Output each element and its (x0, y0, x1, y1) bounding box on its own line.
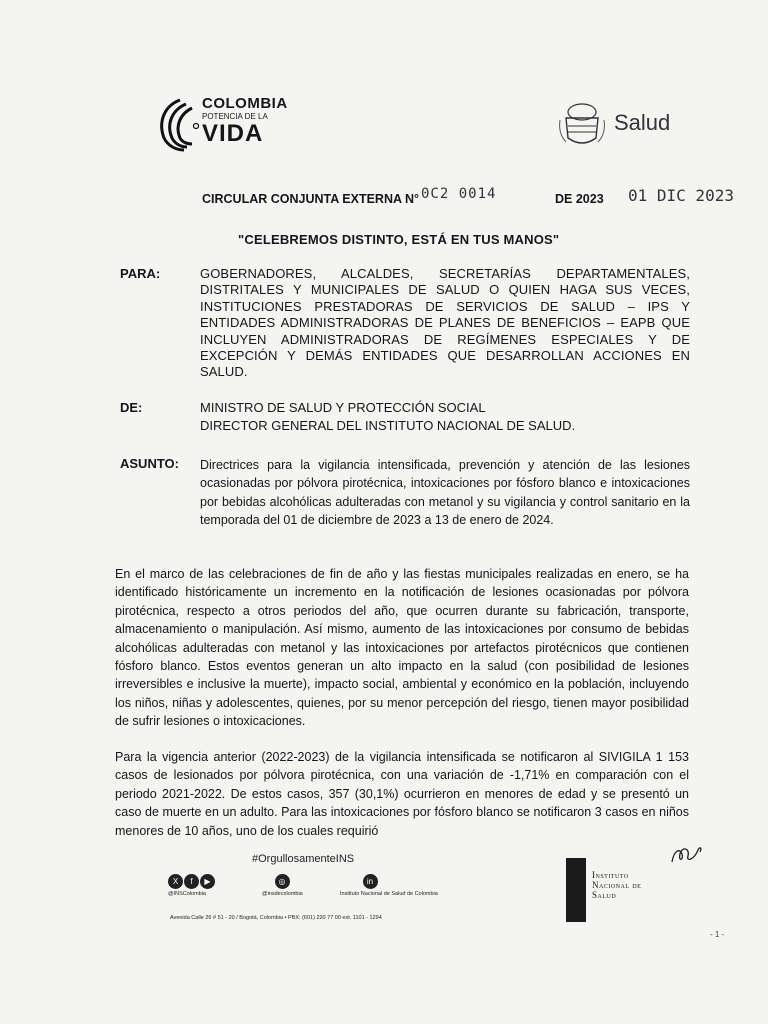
footer-address: Avenida Calle 26 # 51 - 20 / Bogotá, Colombia • PBX: (601) 220 77 00 ext. 1101 - 1294 (170, 915, 382, 921)
circular-title: CIRCULAR CONJUNTA EXTERNA N° (202, 192, 420, 206)
body-paragraph-1: En el marco de las celebraciones de fin de año y las fiestas municipales realizadas en enero, se ha identificado históricamente un incremento en la notificación de lesiones ocasionadas por pólvora pirotécnica, respecto a otros periodos del año, que ocurren durante su fabricación, transporte, almacenamiento o manipulación. Así mismo, aumento de las intoxicaciones por consumo de bebidas alcohólicas adulteradas con metanol y las intoxicaciones por artefactos pirotécnicos que contienen fósforo blanco. Estos eventos generan un alto impacto en la salud (con posibilidad de lesiones irreversibles e inclusive la muerte), impacto social, ambiental y económico en la población, incluyendo los niños, niñas y adolescentes, quienes, por su menor percepción del riesgo, tienen mayor posibilidad de sufrir lesiones o intoxicaciones. (115, 567, 689, 729)
social-handle-2: @insdecolombia (262, 891, 303, 897)
ins-name (592, 870, 641, 900)
footer-hashtag: #OrgullosamenteINS (252, 853, 355, 865)
de-label: DE: (120, 400, 143, 415)
page-number: - 1 - (710, 930, 725, 939)
de-sender-1: MINISTRO DE SALUD Y PROTECCIÓN SOCIAL (200, 400, 486, 415)
social-handle-3: Instituto Nacional de Salud de Colombia (340, 891, 438, 897)
social-group-twitter (168, 874, 228, 896)
ministry-name: Salud (614, 110, 671, 135)
body-paragraph-2: Para la vigencia anterior (2022-2023) de la vigilancia intensificada se notificaron al SIVIGILA 1 153 casos de lesionados por pólvora pirotécnica, con una variación de -1,71% en comparación con el periodo 2021-2022. De estos casos, 357 (30,1%) ocurrieron en menores de edad y se presentó un caso de muerte en un adulto. Para las intoxicaciones por fósforo blanco se notificaron 3 casos en niños menores de 10 años, uno de los cuales requirió (115, 750, 689, 838)
x-icon: X (168, 874, 183, 889)
ins-line-2: Nacional de (592, 880, 642, 890)
asunto-label: ASUNTO: (120, 456, 179, 471)
youtube-icon: ▶ (200, 874, 215, 889)
circular-date-stamp: 01 DIC 2023 (628, 186, 734, 205)
logo-line-potencia: POTENCIA DE LA (202, 112, 268, 121)
facebook-icon: f (184, 874, 199, 889)
logo-line-colombia: COLOMBIA (202, 95, 288, 112)
slogan: "CELEBREMOS DISTINTO, ESTÁ EN TUS MANOS" (238, 232, 560, 247)
circular-number: 0C2 0014 (421, 186, 497, 202)
linkedin-icon: in (363, 874, 378, 889)
instagram-icon: ◎ (275, 874, 290, 889)
logo-text (202, 96, 288, 146)
social-handle-1: @INSColombia (168, 891, 206, 897)
para-recipients: GOBERNADORES, ALCALDES, SECRETARÍAS DEPARTAMENTALES, DISTRITALES Y MUNICIPALES DE SALUD O QUIEN HAGA SUS VECES, INSTITUCIONES PRESTADORAS DE SERVICIOS DE SALUD – IPS Y ENTIDADES ADMINISTRADORAS DE PLANES DE BENEFICIOS – EAPB QUE INCLUYEN ADMINISTRADORAS DE REGÍMENES ESPECIALES Y DE EXCEPCIÓN Y DEMÁS ENTIDADES QUE DESARROLLAN ACCIONES EN SALUD. (200, 266, 690, 380)
logo-swoosh-icon (150, 96, 202, 152)
coat-of-arms-icon (556, 100, 608, 150)
ins-logo (566, 858, 676, 928)
social-group-instagram (262, 874, 322, 896)
asunto-text: Directrices para la vigilancia intensificada, prevención y atención de las lesiones ocasionadas por pólvora pirotécnica, intoxicaciones por fósforo blanco e intoxicaciones por bebidas alcohólicas adulteradas con metanol y su vigilancia y control sanitario en la temporada del 01 de diciembre de 2023 a 13 de enero de 2024. (200, 458, 690, 528)
ins-emblem-icon (566, 858, 586, 922)
de-sender-2: DIRECTOR GENERAL DEL INSTITUTO NACIONAL DE SALUD. (200, 418, 576, 433)
circular-year: DE 2023 (555, 192, 604, 206)
social-group-linkedin (340, 874, 438, 897)
ins-line-1: Instituto (592, 870, 629, 880)
ins-line-3: Salud (592, 890, 617, 900)
para-label: PARA: (120, 266, 161, 281)
colombia-potencia-vida-logo (150, 94, 310, 156)
logo-line-vida: VIDA (202, 120, 264, 147)
